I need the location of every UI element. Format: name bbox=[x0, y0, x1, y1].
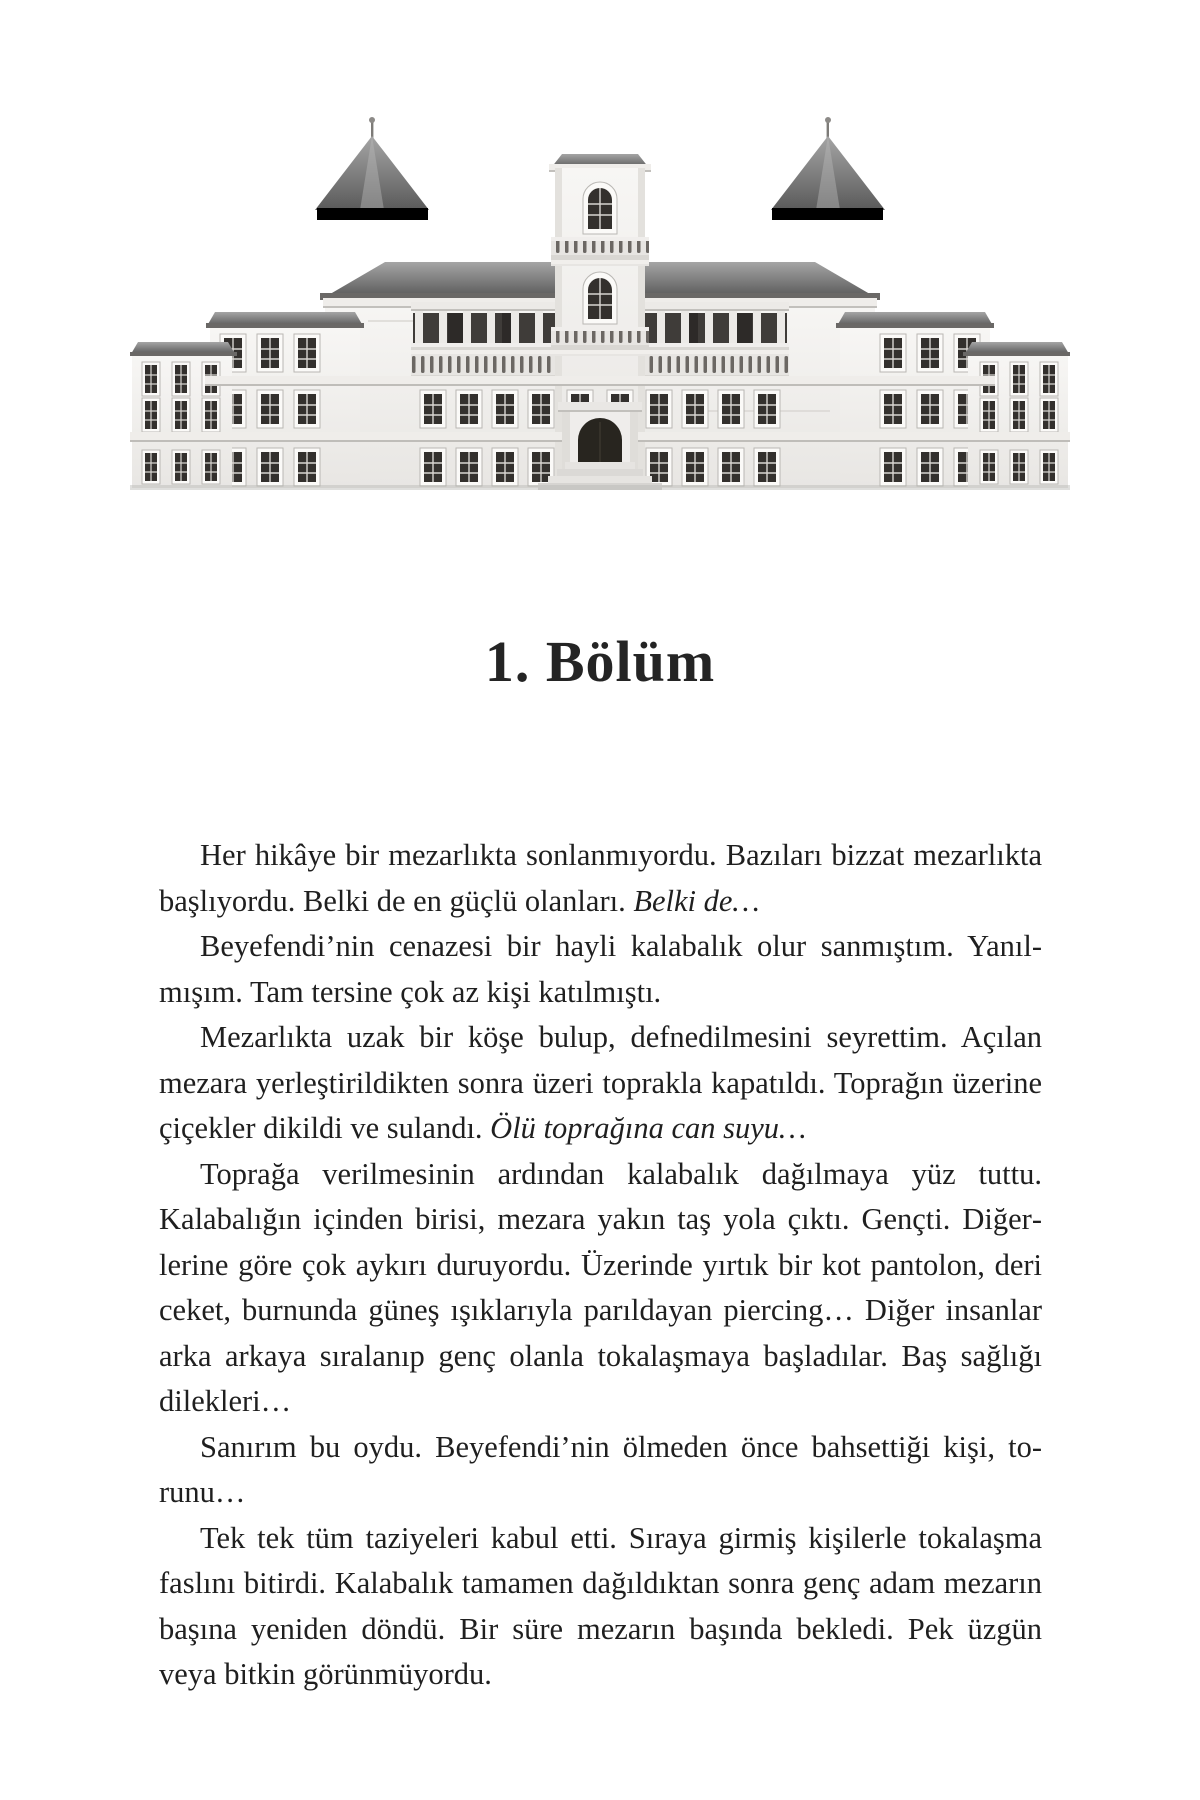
paragraph bbox=[159, 1152, 1042, 1425]
paragraph bbox=[159, 1516, 1042, 1698]
text-run: Toprağa verilmesinin ardından kalabalık dağılmaya yüz tuttu. Kalabalığın içinden birisi, mezara yakın taş yola çıktı. Gençti. Diğerlerine göre çok aykırı duruyordu. Üzerinde yırtık bir kot pantolon, deri ceket, burnunda güneş ışıklarıyla parıldayan piercing… Diğer insanlar arka arkaya sıralanıp genç olanla tokalaşmaya başladılar. Baş sağlığı dilekleri… bbox=[159, 1156, 1042, 1418]
italic-run: Belki de… bbox=[633, 883, 760, 918]
paragraph bbox=[159, 833, 1042, 924]
text-run: Beyefendi’nin cenazesi bir hayli kalabalık olur sanmıştım. Yanılmışım. Tam tersine çok az kişi katılmıştı. bbox=[159, 929, 1042, 1009]
italic-run: Ölü toprağına can suyu… bbox=[490, 1111, 807, 1145]
chapter-title: 1. Bölüm bbox=[484, 629, 716, 694]
text-run: Mezarlıkta uzak bir köşe bulup, defnedilmesini seyrettim. Açılan mezara yerleştirildikten sonra üzeri toprakla kapatıldı. Toprağın üzerine çiçekler dikildi ve sulandı. bbox=[159, 1020, 1042, 1145]
paragraph bbox=[159, 924, 1042, 1015]
mansion-svg bbox=[130, 110, 1070, 490]
paragraph bbox=[159, 1015, 1042, 1152]
text-run: Tek tek tüm taziyeleri kabul etti. Sıraya girmiş kişilerle tokalaşma faslını bitirdi. Kalabalık tamamen dağıldıktan sonra genç adam mezarın başına yeniden döndü. Bir süre mezarın başında bekledi. Pek üzgün veya bitkin görünmüyordu. bbox=[159, 1520, 1042, 1691]
mansion-illustration bbox=[130, 110, 1070, 490]
body-text bbox=[159, 833, 1042, 1698]
text-run: Sanırım bu oydu. Beyefendi’nin ölmeden önce bahsettiği kişi, torunu… bbox=[159, 1429, 1042, 1509]
ground-shadow bbox=[130, 485, 1070, 490]
text-run: Her hikâye bir mezarlıkta sonlanmıyordu. Bazıları bizzat mezarlıkta başlıyordu. Belki de en güçlü olanları. bbox=[159, 838, 1042, 918]
paragraph bbox=[159, 1425, 1042, 1516]
